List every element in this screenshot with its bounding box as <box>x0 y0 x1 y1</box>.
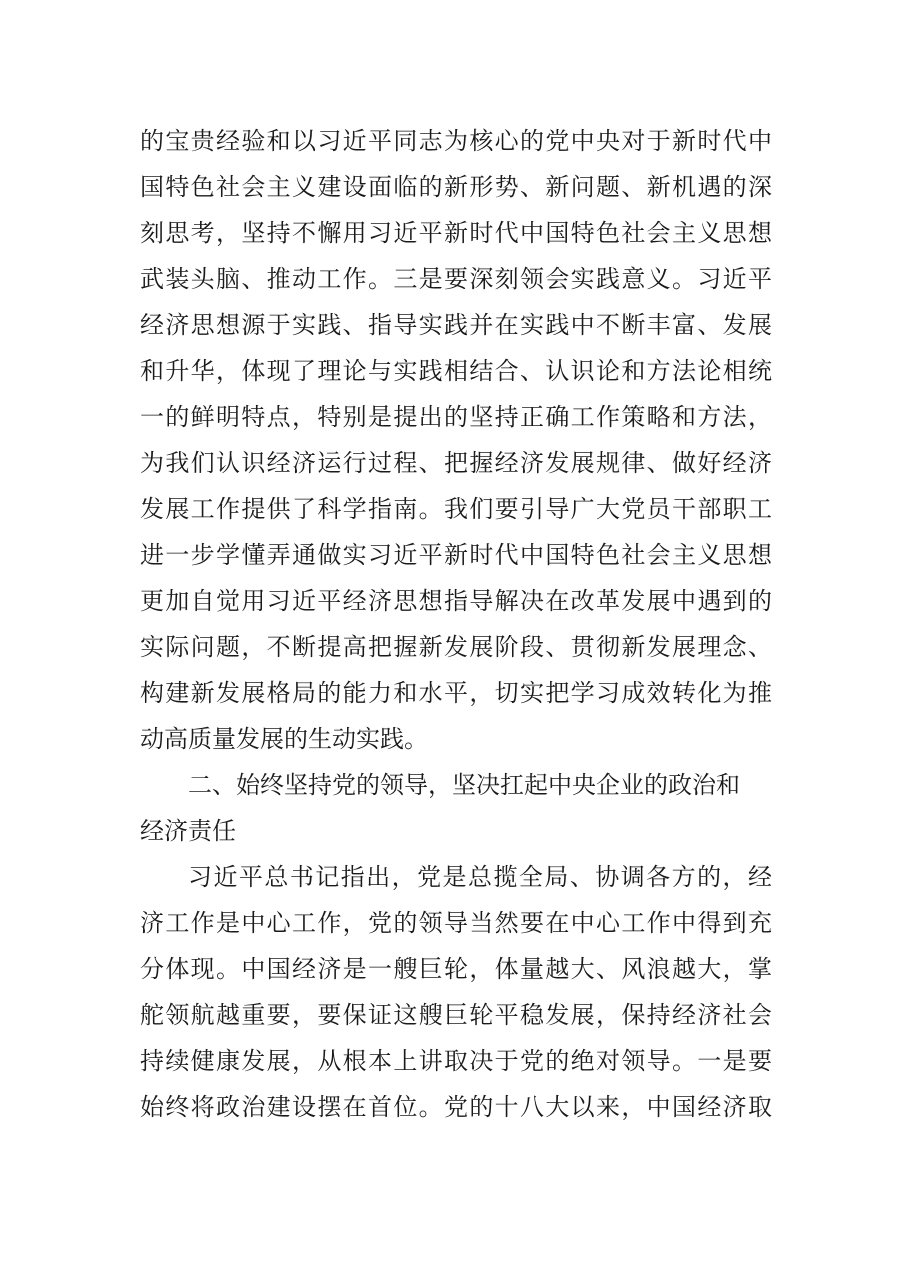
text-line: 始终将政治建设摆在首位。党的十八大以来，中国经济取 <box>140 1093 772 1121</box>
text-line: 经济思想源于实践、指导实践并在实践中不断丰富、发展 <box>140 311 772 339</box>
text-line: 济工作是中心工作，党的领导当然要在中心工作中得到充 <box>140 909 772 937</box>
text-line: 持续健康发展，从根本上讲取决于党的绝对领导。一是要 <box>140 1047 772 1075</box>
text-line: 更加自觉用习近平经济思想指导解决在改革发展中遇到的 <box>140 587 772 615</box>
text-line: 动高质量发展的生动实践。 <box>140 725 428 753</box>
text-line: 国特色社会主义建设面临的新形势、新问题、新机遇的深 <box>140 173 772 201</box>
text-line: 舵领航越重要，要保证这艘巨轮平稳发展，保持经济社会 <box>140 1001 772 1029</box>
section-heading <box>140 762 772 854</box>
text-line: 一的鲜明特点，特别是提出的坚持正确工作策略和方法， <box>140 403 772 431</box>
text-line: 构建新发展格局的能力和水平，切实把学习成效转化为推 <box>140 679 772 707</box>
heading-line: 经济责任 <box>140 817 236 845</box>
text-line: 实际问题，不断提高把握新发展阶段、贯彻新发展理念、 <box>140 633 772 661</box>
paragraph-section <box>140 854 772 1130</box>
text-line: 习近平总书记指出，党是总揽全局、协调各方的，经 <box>188 863 772 891</box>
text-line: 武装头脑、推动工作。三是要深刻领会实践意义。习近平 <box>140 265 772 293</box>
text-line: 和升华，体现了理论与实践相结合、认识论和方法论相统 <box>140 357 772 385</box>
paragraph-continuation <box>140 118 772 762</box>
heading-line: 二、始终坚持党的领导，坚决扛起中央企业的政治和 <box>188 771 740 799</box>
text-line: 刻思考，坚持不懈用习近平新时代中国特色社会主义思想 <box>140 219 772 247</box>
text-line: 发展工作提供了科学指南。我们要引导广大党员干部职工 <box>140 495 772 523</box>
text-line: 分体现。中国经济是一艘巨轮，体量越大、风浪越大，掌 <box>140 955 772 983</box>
text-line: 的宝贵经验和以习近平同志为核心的党中央对于新时代中 <box>140 127 772 155</box>
text-line: 为我们认识经济运行过程、把握经济发展规律、做好经济 <box>140 449 772 477</box>
document-body <box>140 118 772 1130</box>
text-line: 进一步学懂弄通做实习近平新时代中国特色社会主义思想 <box>140 541 772 569</box>
